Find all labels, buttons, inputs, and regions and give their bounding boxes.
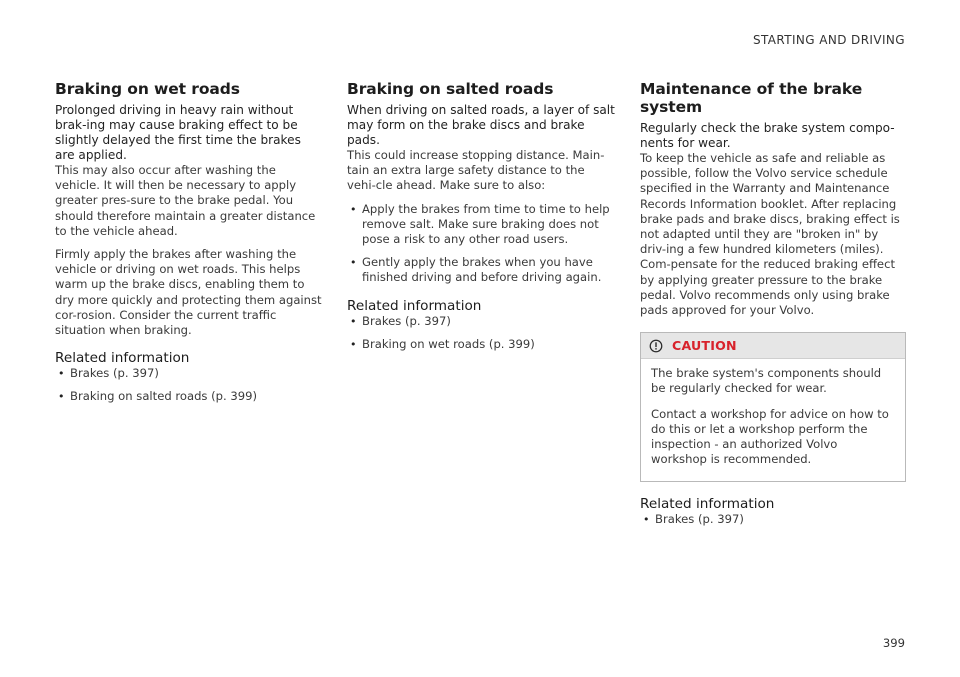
related-link[interactable]: • Brakes (p. 397) [55, 366, 323, 381]
section-title: Braking on salted roads [347, 80, 554, 98]
list-item: • Gently apply the brakes when you have finished driving and before driving again. [347, 255, 615, 285]
related-information-heading: Related information [347, 297, 482, 314]
related-list [347, 314, 615, 352]
caution-body [641, 359, 905, 481]
related-link[interactable]: • Brakes (p. 397) [347, 314, 615, 329]
related-list [640, 512, 906, 527]
caution-header [641, 333, 905, 359]
lead-text: Regularly check the brake system compo-nents for wear. [640, 121, 895, 150]
lead-text: When driving on salted roads, a layer of salt may form on the brake discs and brake pads. [347, 103, 615, 147]
caution-icon [649, 339, 663, 353]
related-link[interactable]: • Brakes (p. 397) [640, 512, 906, 527]
list-item: • Apply the brakes from time to time to help remove salt. Make sure braking does not pose a risk to any other road users. [347, 202, 615, 248]
body-paragraph: To keep the vehicle as safe and reliable as possible, follow the Volvo service schedule specified in the Warranty and Maintenance Records Information booklet. After replacing brake pads and brake discs, braking effect is not adapted until they are "broken in" by driv-ing a few hundred kilometers (miles). Com-pensate for the reduced braking effect by applying greater pressure to the brake pedal. Volvo recommends only using brake pads approved for your Volvo. [640, 151, 900, 318]
caution-title: CAUTION [672, 338, 737, 354]
caution-paragraph: The brake system's components should be regularly checked for wear. [651, 366, 882, 396]
caution-box [640, 332, 906, 482]
section-title: Braking on wet roads [55, 80, 240, 98]
column-braking-salted-roads [347, 80, 615, 360]
bullet-list [347, 202, 615, 286]
body-paragraph: This could increase stopping distance. Main-tain an extra large safety distance to the vehi-cle ahead. Make sure to also: [347, 148, 605, 193]
related-information-heading: Related information [640, 496, 775, 513]
section-header: STARTING AND DRIVING [752, 33, 905, 47]
column-brake-maintenance [640, 80, 906, 536]
caution-paragraph: Contact a workshop for advice on how to do this or let a workshop perform the inspection - an authorized Volvo workshop is recommended. [651, 406, 889, 467]
body-paragraph: Firmly apply the brakes after washing the vehicle or driving on wet roads. This helps warm up the brake discs, enabling them to dry more quickly and protecting them against cor-rosion. Consider the current traffic situation when braking. [55, 247, 322, 338]
page-number: 399 [882, 636, 905, 650]
related-list [55, 366, 323, 404]
related-link[interactable]: • Braking on salted roads (p. 399) [55, 389, 323, 404]
body-paragraph: This may also occur after washing the vehicle. It will then be necessary to apply greater pres-sure to the brake pedal. You should therefore maintain a greater distance to the vehicle ahead. [55, 163, 316, 238]
lead-text: Prolonged driving in heavy rain without brak-ing may cause braking effect to be slightly delayed the first time the brakes are applied. [55, 103, 301, 162]
related-link[interactable]: • Braking on wet roads (p. 399) [347, 337, 615, 352]
column-braking-wet-roads [55, 80, 323, 413]
related-information-heading: Related information [55, 350, 190, 367]
section-title: Maintenance of the brake system [640, 80, 863, 116]
